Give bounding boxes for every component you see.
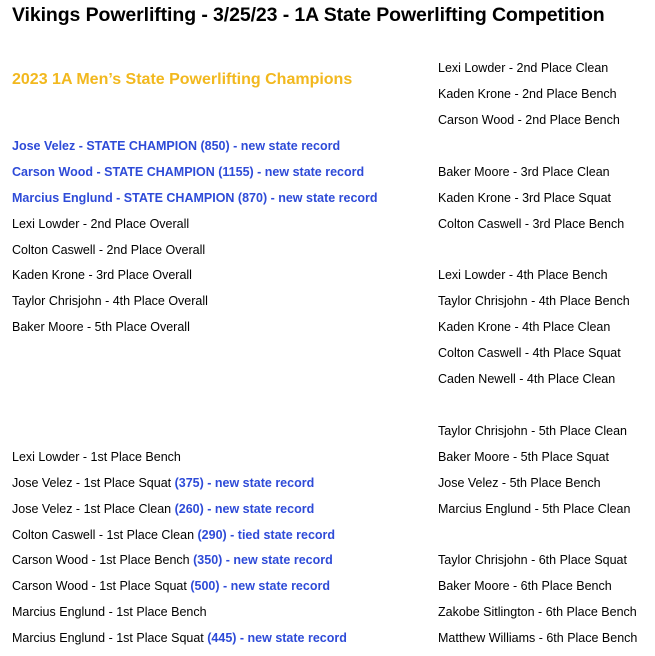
fourth-place-line: Lexi Lowder - 4th Place Bench	[438, 268, 608, 282]
fourth-place-line: Taylor Chrisjohn - 4th Place Bench	[438, 294, 630, 308]
first-place-line	[12, 604, 207, 620]
overall-line: Lexi Lowder - 2nd Place Overall	[12, 217, 190, 231]
fourth-place-line: Colton Caswell - 4th Place Squat	[438, 346, 621, 360]
overall-line: Kaden Krone - 3rd Place Overall	[12, 268, 192, 282]
result-text: Marcius Englund - 1st Place Bench	[12, 605, 207, 619]
record-detail: (500) - new state record	[190, 579, 330, 593]
sixth-place-line: Zakobe Sitlington - 6th Place Bench	[438, 605, 637, 619]
fifth-place-line: Marcius Englund - 5th Place Clean	[438, 502, 631, 516]
second-place-line: Lexi Lowder - 2nd Place Clean	[438, 61, 609, 75]
fifth-place-line: Taylor Chrisjohn - 5th Place Clean	[438, 424, 627, 438]
first-place-line	[12, 449, 181, 465]
record-detail: (260) - new state record	[174, 502, 315, 516]
sixth-place-line: Baker Moore - 6th Place Bench	[438, 579, 612, 593]
record-detail: (350) - new state record	[193, 553, 333, 567]
overall-line: Colton Caswell - 2nd Place Overall	[12, 243, 206, 257]
second-place-line: Kaden Krone - 2nd Place Bench	[438, 87, 617, 101]
result-text: Lexi Lowder - 1st Place Bench	[12, 450, 181, 464]
first-place-line	[12, 475, 314, 491]
overall-line: Baker Moore - 5th Place Overall	[12, 320, 190, 334]
champion-line: Jose Velez - STATE CHAMPION (850) - new state record	[12, 139, 341, 153]
champion-line: Carson Wood - STATE CHAMPION (1155) - new state record	[12, 165, 365, 179]
fourth-place-line: Caden Newell - 4th Place Clean	[438, 372, 616, 386]
third-place-line: Baker Moore - 3rd Place Clean	[438, 165, 610, 179]
sixth-place-line: Taylor Chrisjohn - 6th Place Squat	[438, 553, 627, 567]
page-title: Vikings Powerlifting - 3/25/23 - 1A State Powerlifting Competition	[12, 4, 605, 26]
third-place-line: Colton Caswell - 3rd Place Bench	[438, 217, 625, 231]
fifth-place-line: Baker Moore - 5th Place Squat	[438, 450, 609, 464]
second-place-line: Carson Wood - 2nd Place Bench	[438, 113, 620, 127]
record-detail: (375) - new state record	[174, 476, 315, 490]
result-text: Jose Velez - 1st Place Squat	[12, 476, 175, 490]
champions-heading: 2023 1A Men’s State Powerlifting Champions	[12, 71, 353, 88]
result-text: Colton Caswell - 1st Place Clean	[12, 528, 198, 542]
record-detail: (290) - tied state record	[197, 528, 336, 542]
third-place-line: Kaden Krone - 3rd Place Squat	[438, 191, 612, 205]
result-text: Carson Wood - 1st Place Bench	[12, 553, 194, 567]
record-detail: (445) - new state record	[207, 631, 347, 645]
champion-line: Marcius Englund - STATE CHAMPION (870) - new state record	[12, 191, 378, 205]
fourth-place-line: Kaden Krone - 4th Place Clean	[438, 320, 611, 334]
fifth-place-line: Jose Velez - 5th Place Bench	[438, 476, 601, 490]
sixth-place-line: Matthew Williams - 6th Place Bench	[438, 631, 638, 645]
result-text: Marcius Englund - 1st Place Squat	[12, 631, 208, 645]
first-place-line	[12, 501, 314, 517]
first-place-line	[12, 552, 333, 568]
result-text: Carson Wood - 1st Place Squat	[12, 579, 191, 593]
first-place-line	[12, 578, 330, 594]
overall-line: Taylor Chrisjohn - 4th Place Overall	[12, 294, 208, 308]
first-place-line	[12, 630, 347, 646]
result-text: Jose Velez - 1st Place Clean	[12, 502, 175, 516]
first-place-line	[12, 527, 335, 543]
